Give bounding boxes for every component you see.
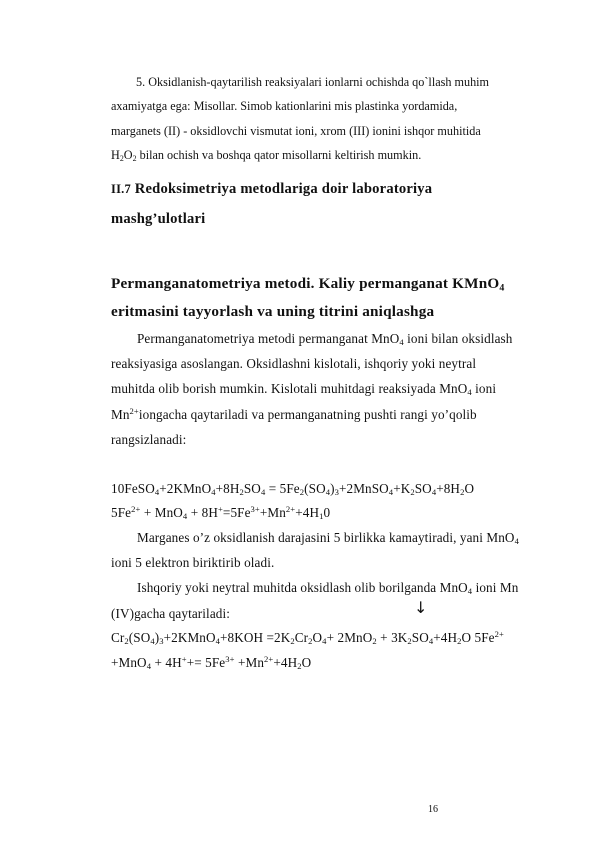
equation-1: $10FeSO_4+2KMnO_4+8H_2SO_4$ = $5Fe_2(SO_4)_3+2MnSO_4+K_2SO_4+8H_2O$ xyxy=(111,481,475,498)
para1-line-1: Permanganatometriya metodi permanganat MnO$_4$ ioni bilan oksidlash xyxy=(137,331,513,348)
intro-line-1: 5. Oksidlanish-qaytarilish reaksiyalari ionlarni ochishda qo`llash muhim xyxy=(136,75,490,89)
para3-line-2: (IV)gacha qaytariladi: xyxy=(111,606,230,621)
section-heading-line-1 xyxy=(111,181,432,198)
para2-line-1: Marganes o’z oksidlanish darajasini 5 birlikka kamaytiradi, yani MnO$_4$ xyxy=(137,530,519,547)
para1-line-4: $Mn^{2+}iongacha$ qaytariladi va permanganatning pushti rangi yo’qolib xyxy=(111,405,477,422)
intro-line-2: axamiyatga ega: Misollar. Simob kationlarini mis plastinka yordamida, xyxy=(111,99,458,113)
para1-line-3: muhitda olib borish mumkin. Kislotali muhitdagi reaksiyada MnO$_4$ ioni xyxy=(111,381,497,398)
para1-line-5: rangsizlanadi: xyxy=(111,432,187,447)
section-number: II.7 xyxy=(111,182,131,196)
para1-line-2: reaksiyasiga asoslangan. Oksidlashni kislotali, ishqoriy yoki neytral xyxy=(111,356,477,371)
para3-line-1: Ishqoriy yoki neytral muhitda oksidlash olib borilganda MnO$_4$ ioni Mn xyxy=(137,580,519,597)
section-title: Redoksimetriya metodlariga doir laboratoriya xyxy=(134,181,433,197)
equation-2: $5Fe^{2+} + MnO_4 + 8H^+=5Fe^{3+}+Mn^{2+}+4H_10$ xyxy=(111,503,331,522)
subsection-heading-line-1: Permanganatometriya metodi. Kaliy permanganat KMnO$_4$ xyxy=(111,275,505,294)
equation-4: $+MnO_4 + 4H^++= 5Fe^{3+} +Mn^{2+}+4H_2O$ xyxy=(111,653,312,672)
subsection-heading-line-2: eritmasini tayyorlash va uning titrini aniqlashga xyxy=(111,303,435,320)
intro-line-4: $H_2O_2$ bilan ochish va boshqa qator misollarni keltirish mumkin. xyxy=(111,148,422,163)
section-heading-line-2: mashg’ulotlari xyxy=(111,211,206,227)
intro-line-3: marganets (II) - oksidlovchi vismutat ioni, xrom (III) ionini ishqor muhitida xyxy=(111,124,481,138)
equation-3: $Cr_2(SO_4)_3+2KMnO_4+8KOH =2K_2Cr_2O_4+ 2MnO_2 + 3K_2SO_4+4H_2O$ $5Fe^{2+}$ xyxy=(111,628,504,647)
precipitate-arrow-icon: ↓ xyxy=(414,598,428,617)
para2-line-2: ioni 5 elektron biriktirib oladi. xyxy=(111,555,275,570)
page-number: 16 xyxy=(428,804,438,815)
